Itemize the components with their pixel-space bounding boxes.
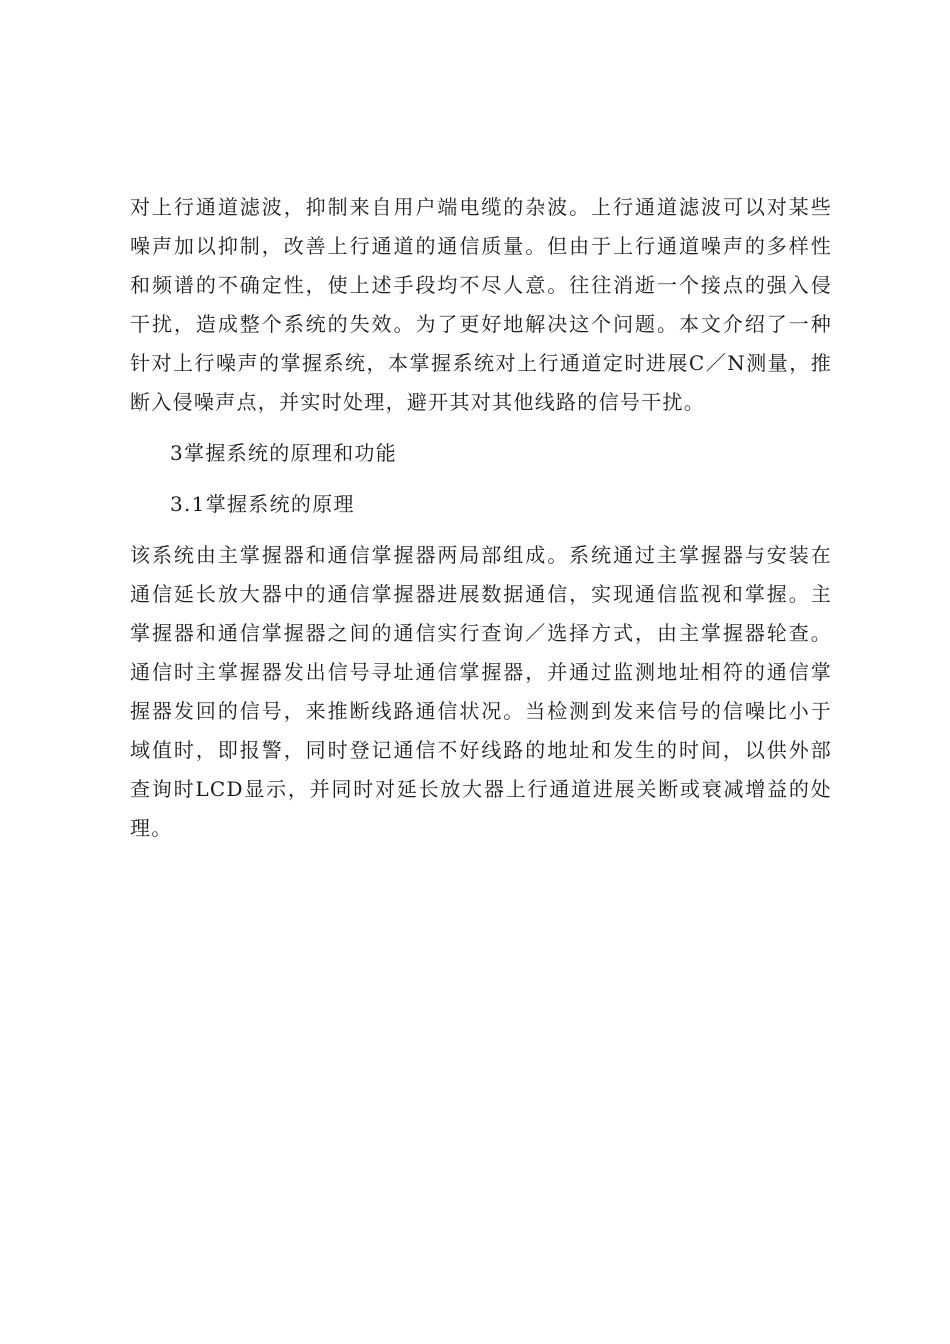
subsection-heading-3-1: 3.1掌握系统的原理 — [170, 492, 355, 516]
section-heading-3: 3掌握系统的原理和功能 — [170, 441, 398, 465]
paragraph-system-principle: 该系统由主掌握器和通信掌握器两局部组成。系统通过主掌握器与安装在通信延长放大器中的通信掌握器进展数据通信，实现通信监视和掌握。主掌握器和通信掌握器之间的通信实行查询／选择方式，由主掌握器轮查。通信时主掌握器发出信号寻址通信掌握器，并通过监测地址相符的通信掌握器发回的信号，来推断线路通信状况。当检测到发来信号的信噪比小于域值时，即报警，同时登记通信不好线路的地址和发生的时间，以供外部查询时LCD显示，并同时对延长放大器上行通道进展关断或衰减增益的处理。 — [130, 543, 832, 840]
document-body — [130, 188, 832, 848]
paragraph-upstream-noise-intro: 对上行通道滤波，抑制来自用户端电缆的杂波。上行通道滤波可以对某些噪声加以抑制，改善上行通道的通信质量。但由于上行通道噪声的多样性和频谱的不确定性，使上述手段均不尽人意。往往消逝一个接点的强入侵干扰，造成整个系统的失效。为了更好地解决这个问题。本文介绍了一种针对上行噪声的掌握系统，本掌握系统对上行通道定时进展C／N测量，推断入侵噪声点，并实时处理，避开其对其他线路的信号干扰。 — [130, 195, 832, 414]
